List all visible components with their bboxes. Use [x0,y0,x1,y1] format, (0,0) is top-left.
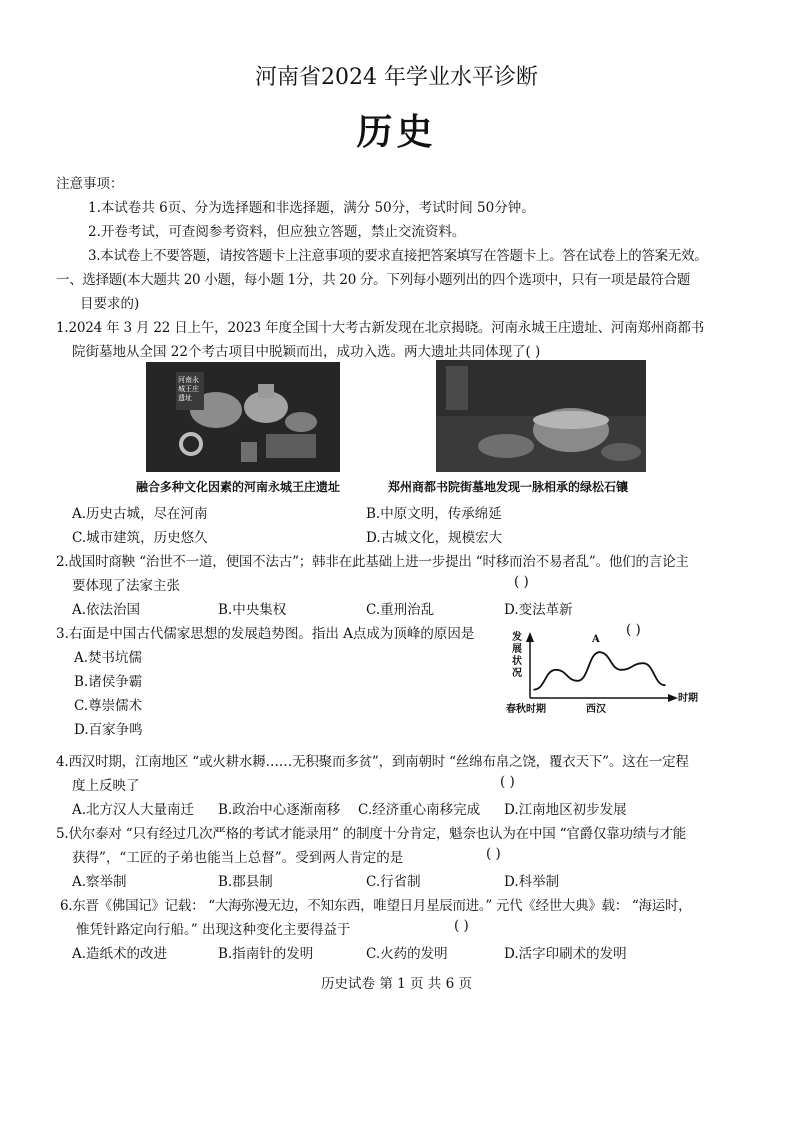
peak-label: A [592,634,600,645]
question-5-stem: 5.伏尔泰对 “只有经过几次严格的考试才能录用” 的制度十分肯定，魁奈也认为在中国 “官爵仅靠功绩与才能 [56,826,687,842]
question-6-stem-cont: 惟凭针路定向行船。” 出现这种变化主要得益于 [76,922,351,938]
trend-point [642,662,644,664]
question-5-stem-cont: 获得”，“工匠的子弟也能当上总督”。受到两人肯定的是 [72,850,404,866]
option-a: A.焚书坑儒 [74,650,143,666]
option-c: C.经济重心南移完成 [358,802,481,818]
trend-point [533,689,535,691]
answer-bracket: ( ) [500,774,515,790]
x-tick-label: 春秋时期 [506,704,546,715]
x-axis-arrow [668,694,678,702]
option-b: B.政治中心逐渐南移 [218,802,341,818]
option-a: A.造纸术的改进 [72,946,168,962]
notice-heading: 注意事项： [56,176,124,192]
question-4-stem-cont: 度上反映了 [72,778,140,794]
option-a: A.察举制 [72,874,127,890]
x-axis-label: 时期 [678,693,698,704]
notice-item: 2.开卷考试，可查阅参考资料，但应独立答题，禁止交流资料。 [88,224,466,240]
answer-bracket: ( ) [486,846,501,862]
trend-line [534,652,665,689]
option-b: B.中央集权 [218,602,287,618]
question-2-stem: 2.战国时商鞅 “治世不一道，便国不法古”；韩非在此基础上进一步提出 “时移而治不易者乱”。他们的言论主 [56,554,689,570]
option-d: D.百家争鸣 [74,722,143,738]
question-1-stem: 1.2024 年 3 月 22 日上午，2023 年度全国十大考古新发现在北京揭晓。河南永城王庄遗址、河南郑州商都书 [56,320,705,336]
question-4-stem: 4.西汉时期，江南地区 “或火耕水耨……无积聚而多贫”，到南朝时 “丝绵布帛之饶，覆衣天下”。这在一定程 [56,754,689,770]
answer-bracket: ( ) [626,622,641,638]
confucianism-trend-chart [500,628,710,718]
option-d: D.变法革新 [504,602,573,618]
option-d: D.活字印刷术的发明 [504,946,627,962]
option-d: D.科举制 [504,874,560,890]
y-axis-arrow [526,632,534,642]
option-c: C.尊崇儒术 [74,698,143,714]
section-heading-cont: 目要求的) [80,296,140,312]
subject-title: 历史 [356,111,437,153]
trend-point [599,651,601,653]
option-b: B.诸侯争霸 [74,674,143,690]
question-6-stem: 6.东晋《佛国记》记载： “大海弥漫无边，不知东西，唯望日月星辰而进。” 元代《经世大典》载： “海运时， [60,898,692,914]
photo-caption-right: 郑州商都书院街墓地发现一脉相承的绿松石镶 [388,480,629,494]
wangzhuang-artifacts-photo [146,362,340,472]
shudu-tomb-photo [436,360,646,472]
option-a: A.依法治国 [72,602,141,618]
x-tick-label: 西汉 [586,704,606,715]
answer-bracket: ( ) [514,574,529,590]
trend-point [621,669,623,671]
y-axis-label: 发展状况 [512,632,522,679]
notice-item: 3.本试卷上不要答题，请按答题卡上注意事项的要求直接把答案填写在答题卡上。答在试卷上的答案无效。 [88,248,708,264]
trend-point [664,684,666,686]
option-c: C.城市建筑，历史悠久 [72,530,208,546]
option-c: C.重刑治乱 [366,602,435,618]
option-a: A.历史古城，尽在河南 [72,506,208,522]
option-b: B.中原文明，传承绵延 [366,506,502,522]
answer-bracket: ( ) [454,918,469,934]
photo-caption-left: 融合多种文化因素的河南永城王庄遗址 [136,480,341,494]
option-c: C.行省制 [366,874,421,890]
exam-title: 河南省2024 年学业水平诊断 [255,65,538,90]
question-2-stem-cont: 要体现了法家主张 [72,578,180,594]
trend-point [577,680,579,682]
section-heading: 一、选择题(本大题共 20 小题，每小题 1分，共 20 分。下列每小题列出的四个选项中，只有一项是最符合题 [56,272,690,288]
option-d: D.江南地区初步发展 [504,802,627,818]
option-b: B.郡县制 [218,874,273,890]
trend-point [555,669,557,671]
question-1-stem-cont: 院街墓地从全国 22个考古项目中脱颖而出，成功入选。两大遗址共同体现了( ) [72,344,541,360]
page-footer: 历史试卷 第 1 页 共 6 页 [321,976,472,992]
question-3-stem: 3.右面是中国古代儒家思想的发展趋势图。指出 A点成为顶峰的原因是 [56,626,475,642]
option-c: C.火药的发明 [366,946,448,962]
option-d: D.古城文化，规模宏大 [366,530,503,546]
option-b: B.指南针的发明 [218,946,314,962]
notice-item: 1.本试卷共 6页、分为选择题和非选择题，满分 50分，考试时间 50分钟。 [88,200,535,216]
option-a: A.北方汉人大量南迁 [72,802,195,818]
photo-label: 河南永城王庄遗址 [178,376,199,402]
